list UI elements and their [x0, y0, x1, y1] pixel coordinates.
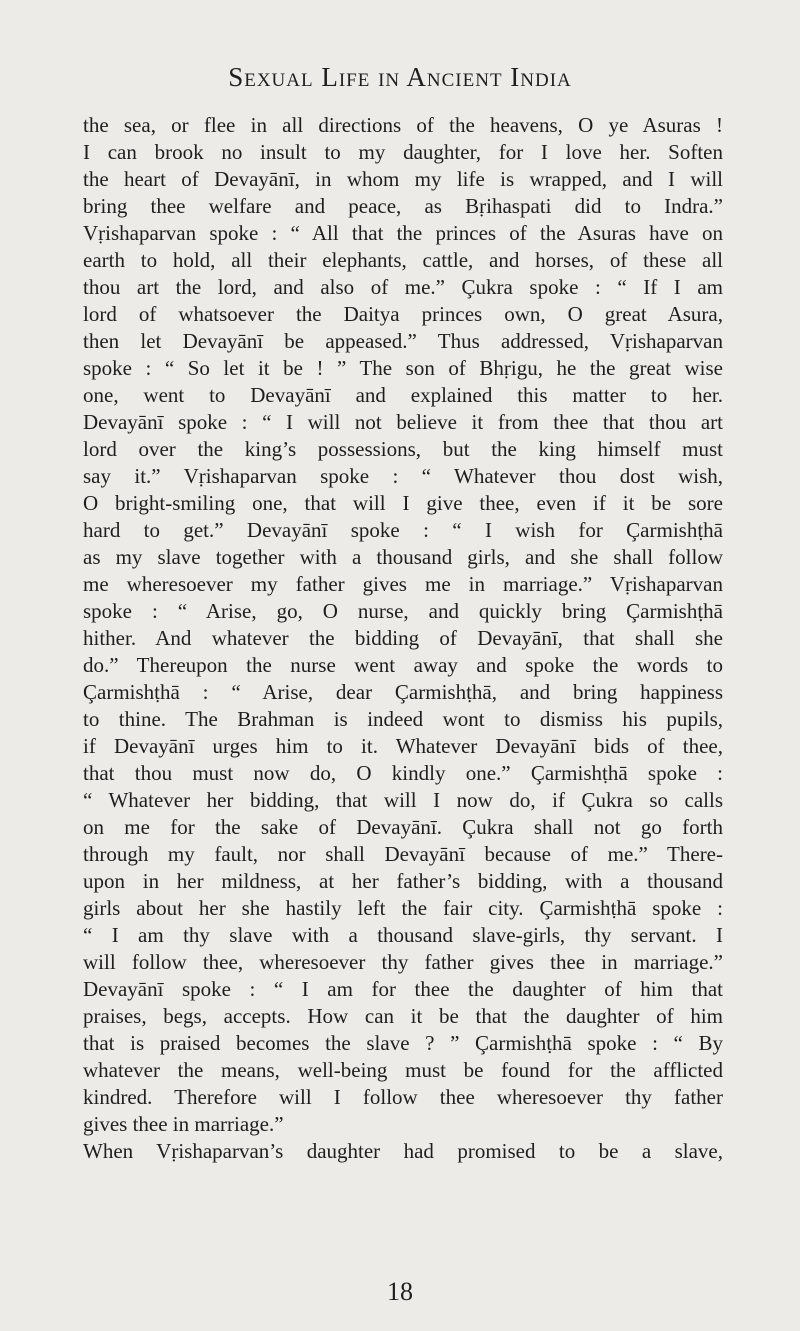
text-line: O bright-smiling one, that will I give thee, even if it be sore [83, 491, 723, 515]
text-line: When Vṛishaparvan’s daughter had promised to be a slave, [83, 1139, 723, 1163]
text-line: on me for the sake of Devayānī. Çukra shall not go forth [83, 815, 723, 839]
text-line: one, went to Devayānī and explained this matter to her. [83, 383, 723, 407]
page-number: 18 [387, 1277, 413, 1306]
text-line: bring thee welfare and peace, as Bṛihaspati did to Indra.” [83, 194, 723, 218]
text-line: praises, begs, accepts. How can it be that the daughter of him [83, 1004, 723, 1028]
text-line: lord over the king’s possessions, but the king himself must [83, 437, 723, 461]
text-line: me wheresoever my father gives me in marriage.” Vṛishaparvan [83, 572, 723, 596]
text-line: say it.” Vṛishaparvan spoke : “ Whatever thou dost wish, [83, 464, 723, 488]
text-line: hither. And whatever the bidding of Devayānī, that shall she [83, 626, 723, 650]
text-line: then let Devayānī be appeased.” Thus addressed, Vṛishaparvan [83, 329, 723, 353]
text-line: “ Whatever her bidding, that will I now do, if Çukra so calls [83, 788, 723, 812]
text-line: “ I am thy slave with a thousand slave-girls, thy servant. I [83, 923, 723, 947]
text-line: the heart of Devayānī, in whom my life is wrapped, and I will [83, 167, 723, 191]
text-line: thou art the lord, and also of me.” Çukra spoke : “ If I am [83, 275, 723, 299]
body-text [83, 112, 723, 1165]
text-line: as my slave together with a thousand girls, and she shall follow [83, 545, 723, 569]
text-line: to thine. The Brahman is indeed wont to dismiss his pupils, [83, 707, 723, 731]
text-line: that thou must now do, O kindly one.” Çarmishṭhā spoke : [83, 761, 723, 785]
text-line: hard to get.” Devayānī spoke : “ I wish for Çarmishṭhā [83, 518, 723, 542]
text-line: gives thee in marriage.” [83, 1112, 284, 1136]
text-line: earth to hold, all their elephants, cattle, and horses, of these all [83, 248, 723, 272]
text-line: the sea, or flee in all directions of the heavens, O ye Asuras ! [83, 113, 723, 137]
text-line: through my fault, nor shall Devayānī because of me.” There- [83, 842, 723, 866]
running-head: Sexual Life in Ancient India [228, 62, 572, 92]
text-line: spoke : “ Arise, go, O nurse, and quickly bring Çarmishṭhā [83, 599, 723, 623]
text-line: whatever the means, well-being must be found for the afflicted [83, 1058, 723, 1082]
text-line: if Devayānī urges him to it. Whatever Devayānī bids of thee, [83, 734, 723, 758]
text-line: kindred. Therefore will I follow thee wheresoever thy father [83, 1085, 723, 1109]
text-line: Devayānī spoke : “ I am for thee the daughter of him that [83, 977, 723, 1001]
text-line: spoke : “ So let it be ! ” The son of Bhṛigu, he the great wise [83, 356, 723, 380]
text-line: I can brook no insult to my daughter, for I love her. Soften [83, 140, 723, 164]
text-line: do.” Thereupon the nurse went away and spoke the words to [83, 653, 723, 677]
text-line: will follow thee, wheresoever thy father gives thee in marriage.” [83, 950, 723, 974]
text-line: Vṛishaparvan spoke : “ All that the princes of the Asuras have on [83, 221, 723, 245]
text-line: girls about her she hastily left the fair city. Çarmishṭhā spoke : [83, 896, 723, 920]
text-line: that is praised becomes the slave ? ” Çarmishṭhā spoke : “ By [83, 1031, 723, 1055]
text-line: lord of whatsoever the Daitya princes own, O great Asura, [83, 302, 723, 326]
text-line: Çarmishṭhā : “ Arise, dear Çarmishṭhā, and bring happiness [83, 680, 723, 704]
text-line: upon in her mildness, at her father’s bidding, with a thousand [83, 869, 723, 893]
text-line: Devayānī spoke : “ I will not believe it from thee that thou art [83, 410, 723, 434]
